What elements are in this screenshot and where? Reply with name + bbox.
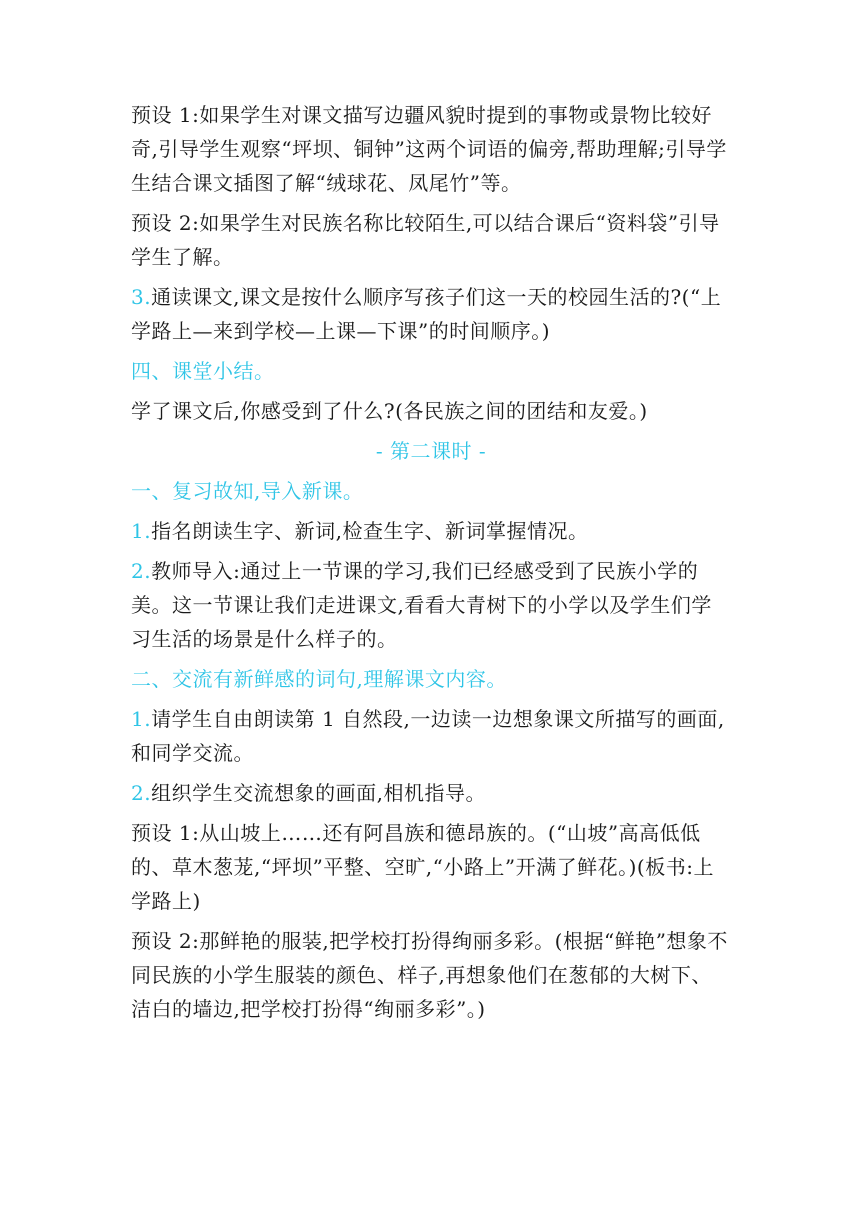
step-3-paragraph	[131, 280, 731, 348]
step-text: 请学生自由朗读第 1 自然段,一边读一边想象课文所描写的画面,和同学交流。	[131, 707, 725, 765]
step-1b-paragraph	[131, 702, 731, 770]
preset-2b-paragraph: 预设 2:那鲜艳的服装,把学校打扮得绚丽多彩。(根据“鲜艳”想象不同民族的小学生服装的颜色、样子,再想象他们在葱郁的大树下、洁白的墙边,把学校打扮得“绚丽多彩”。)	[131, 929, 728, 1021]
section-heading-summary: 四、课堂小结。	[131, 359, 275, 383]
step-number: 1.	[131, 519, 152, 543]
preset-2-paragraph: 预设 2:如果学生对民族名称比较陌生,可以结合课后“资料袋”引导学生了解。	[131, 211, 720, 269]
step-2b-paragraph	[131, 776, 731, 810]
section-heading-review: 一、复习故知,导入新课。	[131, 479, 364, 503]
step-number: 2.	[131, 781, 152, 805]
preset-1b-paragraph: 预设 1:从山坡上……还有阿昌族和德昂族的。(“山坡”高高低低的、草木葱茏,“坪坝”平整、空旷,“小路上”开满了鲜花。)(板书:上学路上)	[131, 821, 714, 913]
section-heading-discussion: 二、交流有新鲜感的词句,理解课文内容。	[131, 667, 507, 691]
step-1-paragraph	[131, 514, 731, 548]
preset-1-paragraph: 预设 1:如果学生对课文描写边疆风貌时提到的事物或景物比较好奇,引导学生观察“坪坝、铜钟”这两个词语的偏旁,帮助理解;引导学生结合课文插图了解“绒球花、凤尾竹”等。	[131, 103, 727, 195]
step-text: 指名朗读生字、新词,检查生字、新词掌握情况。	[151, 519, 589, 543]
lesson-plan-page	[131, 98, 731, 1032]
step-number: 3.	[131, 285, 152, 309]
step-text: 通读课文,课文是按什么顺序写孩子们这一天的校园生活的?(“上学路上—来到学校—上课—下课”的时间顺序。)	[131, 285, 722, 343]
lesson-title: - 第二课时 -	[375, 439, 487, 463]
step-2-paragraph	[131, 554, 731, 656]
step-text: 教师导入:通过上一节课的学习,我们已经感受到了民族小学的美。这一节课让我们走进课文,看看大青树下的小学以及学生们学习生活的场景是什么样子的。	[131, 559, 712, 651]
step-text: 组织学生交流想象的画面,相机指导。	[151, 781, 486, 805]
step-number: 2.	[131, 559, 152, 583]
summary-paragraph: 学了课文后,你感受到了什么?(各民族之间的团结和友爱。)	[131, 399, 648, 423]
step-number: 1.	[131, 707, 152, 731]
